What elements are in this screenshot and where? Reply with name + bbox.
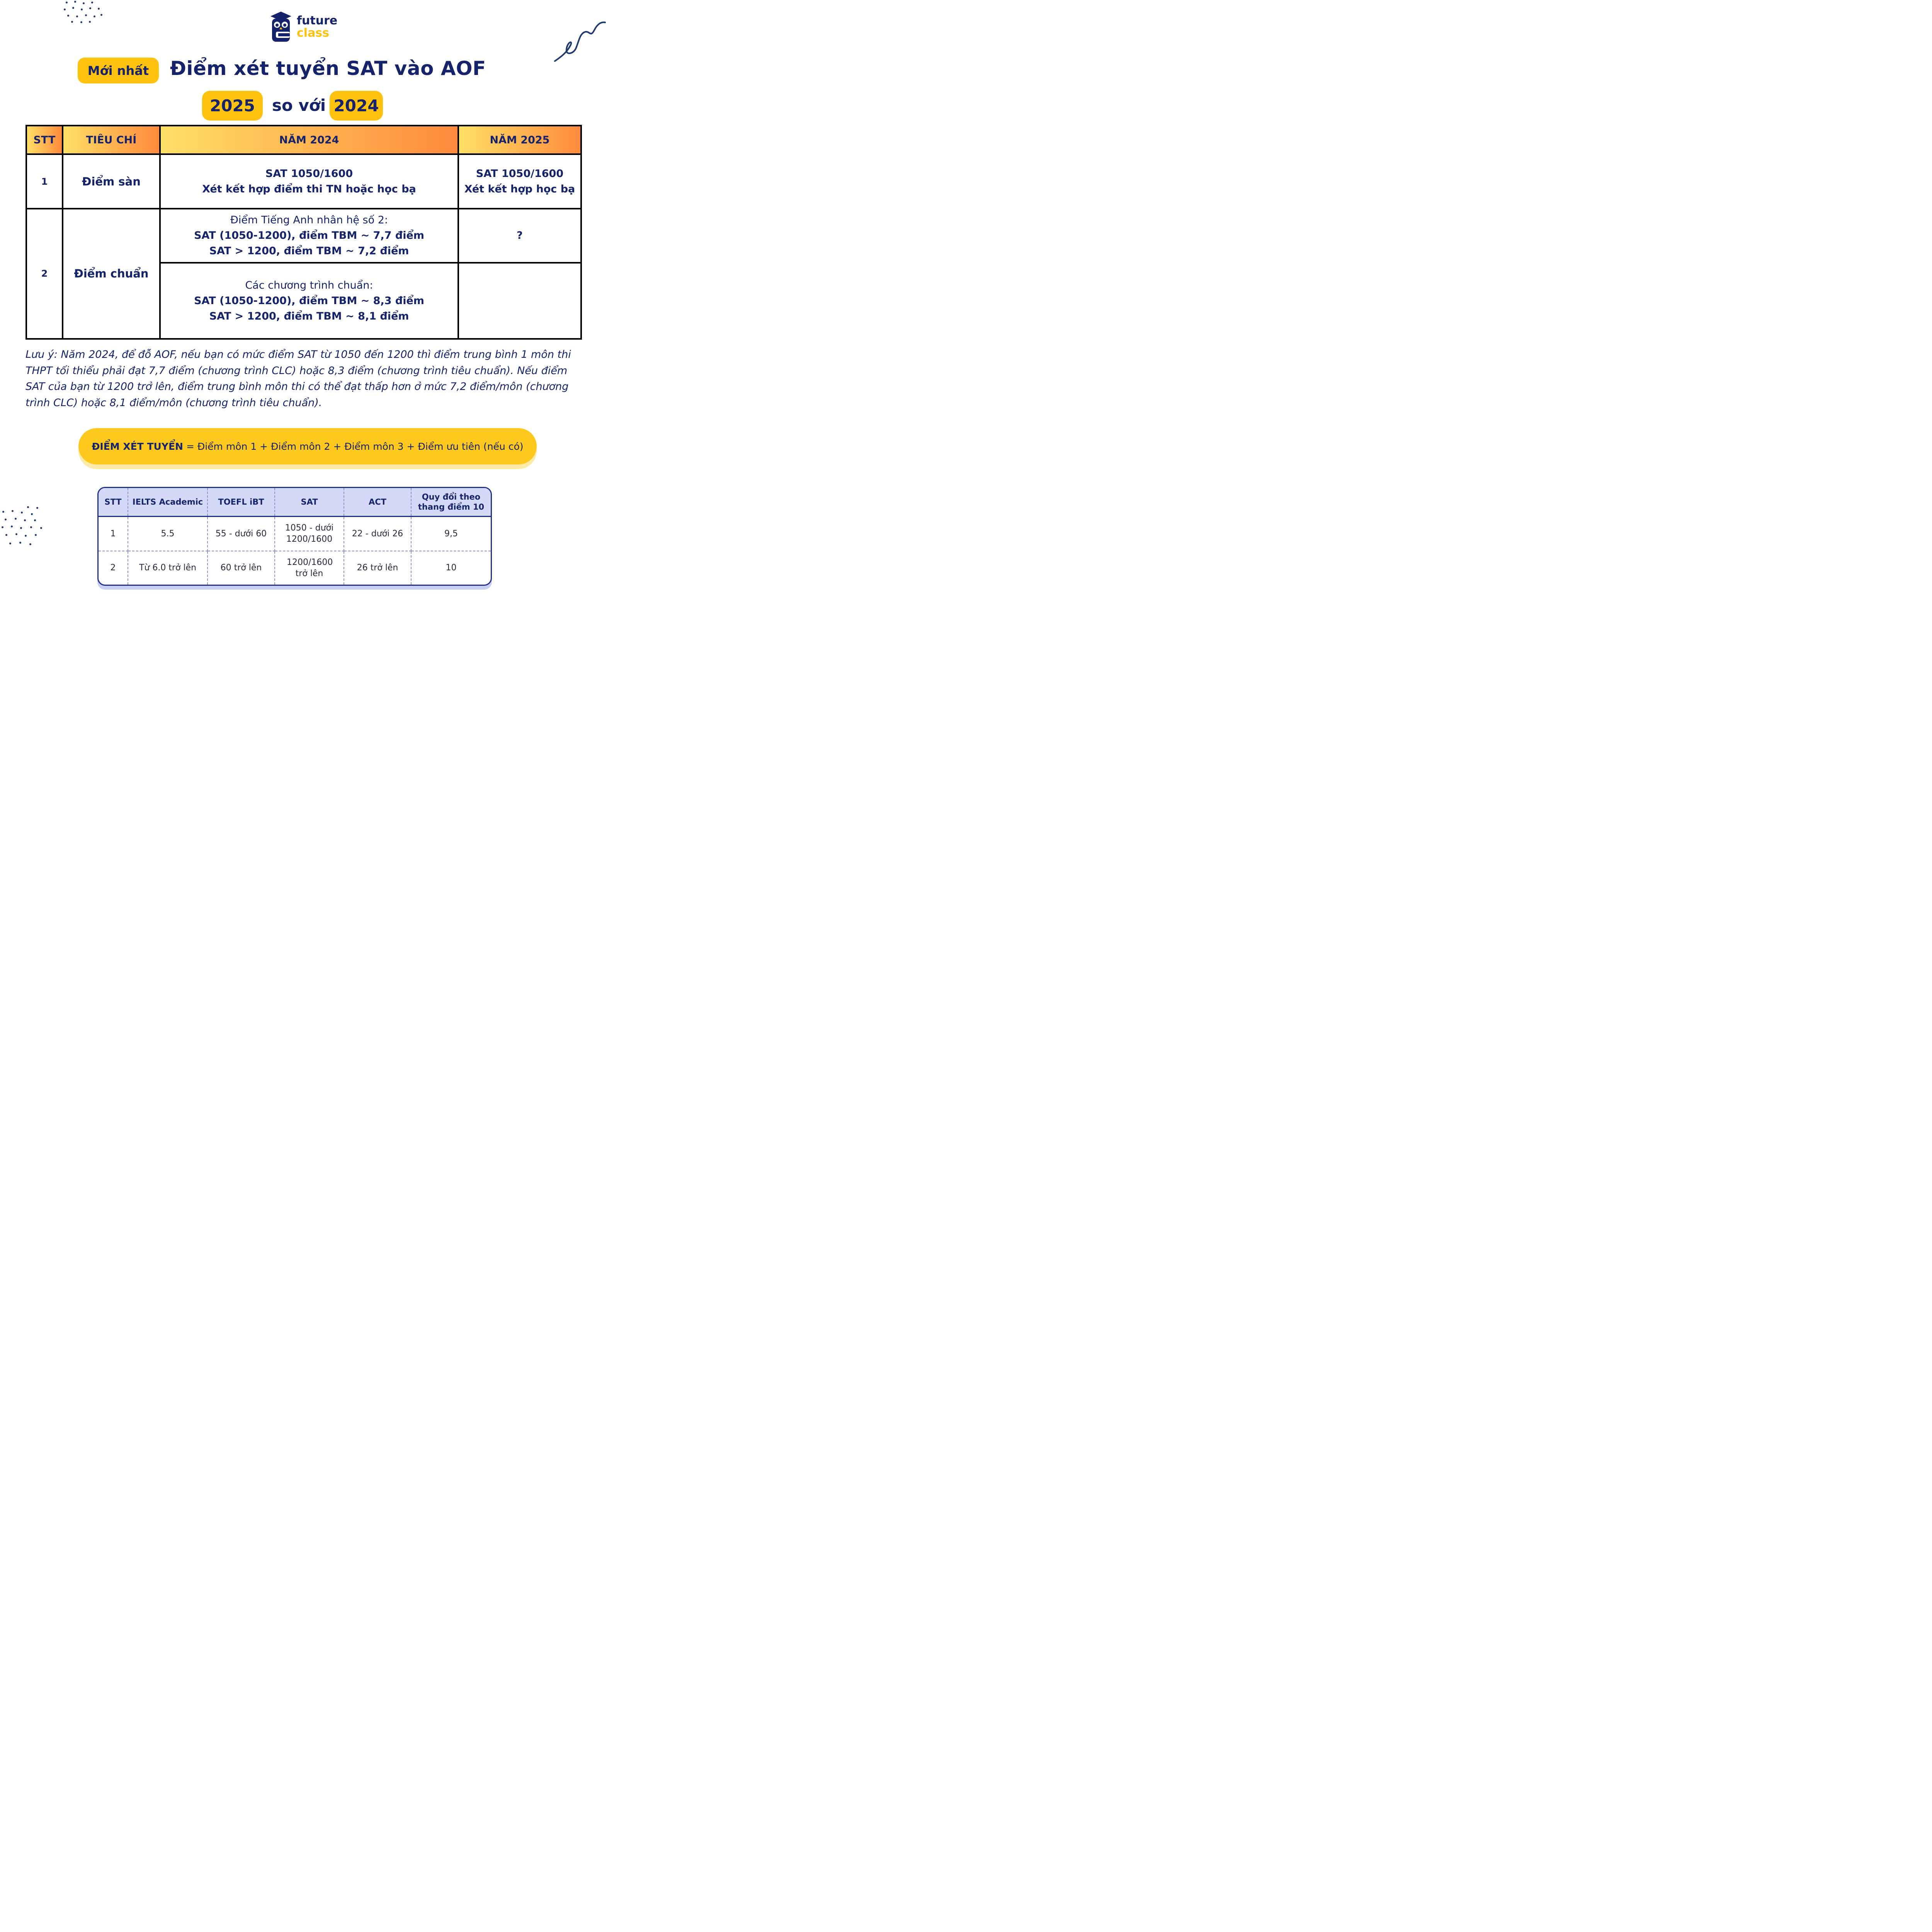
future-class-logo: [270, 11, 337, 43]
conv-header-stt: STT: [99, 488, 128, 517]
conv-cell: 1050 - dưới 1200/1600: [275, 517, 344, 551]
header-criteria: TIÊU CHÍ: [63, 126, 160, 154]
year-badge-2024: 2024: [330, 91, 383, 121]
conv-cell: 10: [446, 563, 457, 573]
conv-header-scale10: Quy đổi theo thang điểm 10: [411, 488, 491, 517]
conv-cell: 22 - dưới 26: [344, 517, 411, 551]
row2a-intro: Điểm Tiếng Anh nhân hệ số 2:: [230, 214, 388, 226]
compare-text: so với: [272, 96, 326, 115]
row2a-line2: SAT > 1200, điểm TBM ~ 7,2 điểm: [209, 245, 409, 257]
table-row: [99, 517, 491, 551]
row1-2025-line2: Xét kết hợp học bạ: [464, 183, 575, 195]
score-conversion-table: [99, 488, 491, 585]
conv-cell: 1: [99, 517, 128, 551]
row1-2024-line2: Xét kết hợp điểm thi TN hoặc học bạ: [202, 183, 416, 195]
row2a-line1: SAT (1050-1200), điểm TBM ~ 7,7 điểm: [194, 230, 424, 242]
row2b-2025-cell: [458, 263, 581, 339]
header-stt: STT: [26, 126, 63, 154]
decorative-dots-top: [62, 0, 104, 24]
table-row: [99, 551, 491, 585]
conv-cell: 26 trở lên: [344, 551, 411, 585]
conv-cell: 1200/1600 trở lên: [275, 551, 344, 585]
row2b-line2: SAT > 1200, điểm TBM ~ 8,1 điểm: [209, 310, 409, 322]
note-paragraph: Lưu ý: Năm 2024, để đỗ AOF, nếu bạn có mức điểm SAT từ 1050 đến 1200 thì điểm trung bình 1 môn thi THPT tối thiểu phải đạt 7,7 điểm (chương trình CLC) hoặc 8,3 điểm (chương trình tiêu chuẩn). Nếu điểm SAT của bạn từ 1200 trở lên, điểm trung bình môn thi có thể đạt thấp hơn ở mức 7,2 điểm/môn (chương trình CLC) hoặc 8,1 điểm/môn (chương trình tiêu chuẩn).: [26, 349, 571, 409]
conv-header-toefl: TOEFL iBT: [207, 488, 275, 517]
row2-criteria: Điểm chuẩn: [63, 209, 160, 339]
conv-header-ielts: IELTS Academic: [128, 488, 207, 517]
owl-mascot-icon: [270, 11, 292, 43]
admission-formula-banner: [78, 428, 537, 464]
decorative-squiggle: [552, 19, 606, 65]
conv-cell: 2: [99, 551, 128, 585]
conv-cell: 5.5: [128, 517, 207, 551]
row2a-2024-cell: [160, 209, 458, 263]
table-header-row: [26, 126, 581, 154]
logo-word-future: future: [297, 14, 338, 27]
logo-word-class: class: [297, 26, 330, 40]
row2-number: 2: [26, 209, 63, 339]
table-row: [26, 209, 581, 263]
row1-2025-cell: [458, 154, 581, 209]
row2a-2025-cell: [458, 209, 581, 263]
conversion-table-card: [97, 487, 492, 586]
conv-header-act: ACT: [344, 488, 411, 517]
row1-2024-line1: SAT 1050/1600: [265, 167, 353, 180]
decorative-dots-bottom: [0, 505, 44, 550]
latest-badge: Mới nhất: [78, 58, 159, 83]
row1-number: 1: [26, 154, 63, 209]
table-row: [26, 154, 581, 209]
row2b-intro: Các chương trình chuẩn:: [245, 279, 373, 291]
row2a-2025-value: ?: [517, 230, 523, 242]
year-badge-2025: 2025: [202, 91, 263, 121]
conv-cell: 60 trở lên: [207, 551, 275, 585]
formula-label: ĐIỂM XÉT TUYỂN: [92, 440, 183, 452]
conv-header-sat: SAT: [275, 488, 344, 517]
sat-score-table: [26, 125, 582, 340]
row2b-line1: SAT (1050-1200), điểm TBM ~ 8,3 điểm: [194, 294, 424, 307]
row1-2025-line1: SAT 1050/1600: [476, 167, 564, 180]
formula-expression: = Điểm môn 1 + Điểm môn 2 + Điểm môn 3 + Điểm ưu tiên (nếu có): [186, 440, 524, 452]
row2b-2024-cell: [160, 263, 458, 339]
conv-cell: Từ 6.0 trở lên: [128, 551, 207, 585]
conv-cell: 55 - dưới 60: [207, 517, 275, 551]
header-year-2025: NĂM 2025: [458, 126, 581, 154]
row1-2024-cell: [160, 154, 458, 209]
row1-criteria: Điểm sàn: [63, 154, 160, 209]
page-title: Điểm xét tuyển SAT vào AOF: [170, 57, 486, 80]
conversion-header-row: [99, 488, 491, 517]
header-year-2024: NĂM 2024: [160, 126, 458, 154]
conv-cell: 9,5: [411, 517, 491, 551]
